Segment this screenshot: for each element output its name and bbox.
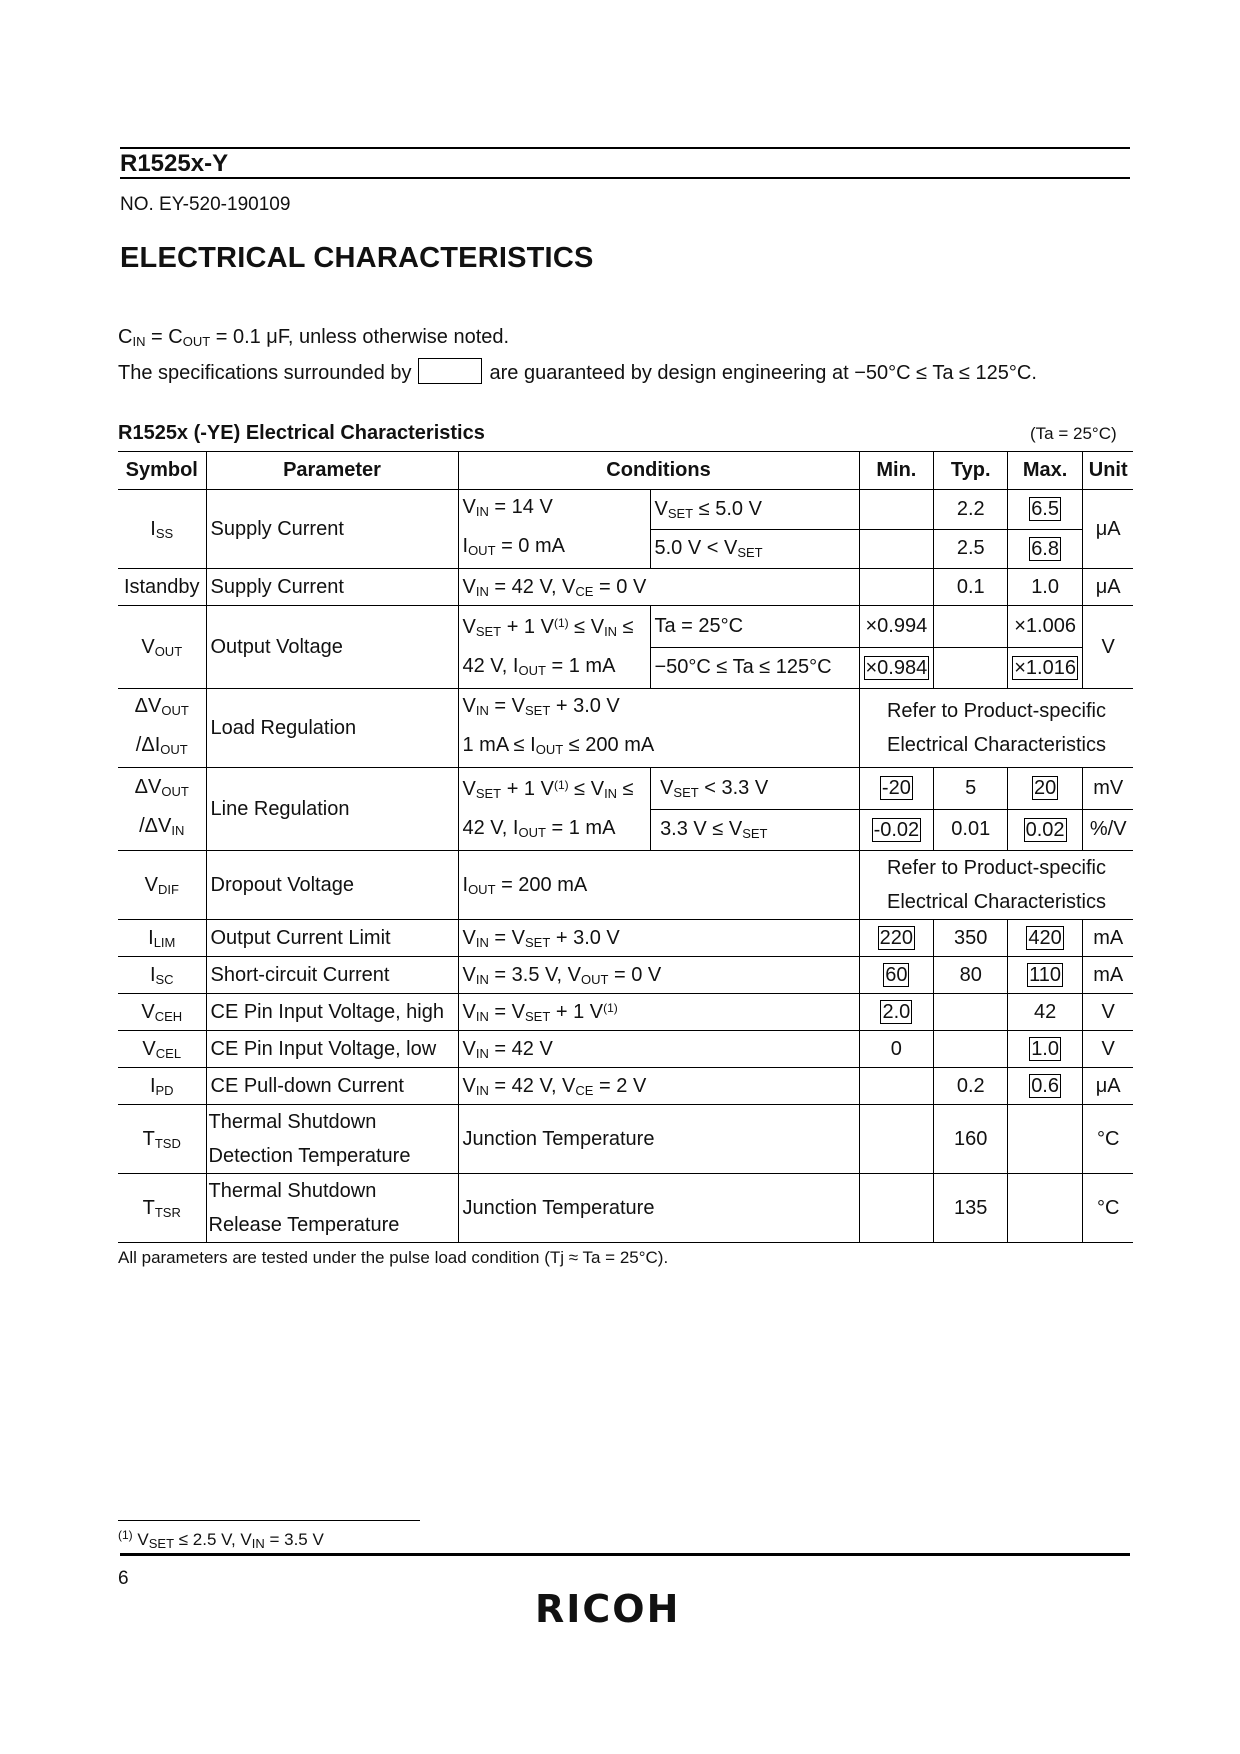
document-title: R1525x-Y — [120, 150, 229, 177]
symbol-ttsr: $T_{TSR}$ — [118, 1174, 206, 1243]
cond-vcel: $V_{IN} = 42$ V — [458, 1031, 859, 1068]
cond-vout-2: −50°C ≤ Ta ≤ 125°C — [650, 647, 859, 689]
param-iss: Supply Current — [206, 490, 458, 569]
typ-istandby: 0.1 — [934, 569, 1008, 606]
cond-iss-2: 5.0 $V < V_{SET}$ — [650, 529, 859, 569]
ricoh-logo: RICOH — [535, 1587, 681, 1631]
table-title: R1525x (-YE) Electrical Characteristics — [118, 422, 485, 444]
min-vcel: 0 — [859, 1031, 934, 1068]
header-min: Min. — [859, 452, 934, 490]
symbol-isc: $I_{SC}$ — [118, 957, 206, 994]
unit-ipd: μA — [1082, 1068, 1133, 1105]
symbol-vcel: $V_{CEL}$ — [118, 1031, 206, 1068]
table-row — [118, 490, 1133, 530]
symbol-vdif: $V_{DIF}$ — [118, 851, 206, 920]
max-ttsr — [1008, 1174, 1083, 1243]
param-ipd: CE Pull-down Current — [206, 1068, 458, 1105]
min-vout-1: ×0.994 — [859, 606, 934, 648]
param-load-regulation: Load Regulation — [206, 689, 458, 768]
cond-vout-common: $V_{SET} + 1$ $V^{(1)} \le V_{IN}$ ≤ 42 V, $I_{OUT} = 1$ mA — [458, 606, 650, 689]
cond-line-regulation-1: $V_{SET} < 3.3$ V — [650, 768, 859, 810]
cond-istandby: $V_{IN} = 42$ V, $V_{CE} = 0$ V — [458, 569, 859, 606]
unit-ttsr: °C — [1082, 1174, 1133, 1243]
cond-ilim: $V_{IN} = V_{SET} + 3.0$ V — [458, 920, 859, 957]
min-line-regulation-2: -0.02 — [859, 809, 934, 851]
test-condition-note: All parameters are tested under the pulse load condition (Tj ≈ Ta = 25°C). — [118, 1248, 669, 1267]
param-ttsd: Thermal Shutdown Detection Temperature — [206, 1105, 458, 1174]
symbol-ilim: $I_{LIM}$ — [118, 920, 206, 957]
max-vcel: 1.0 — [1008, 1031, 1083, 1068]
cond-isc: $V_{IN} = 3.5$ V, $V_{OUT} = 0$ V — [458, 957, 859, 994]
unit-vcel: V — [1082, 1031, 1133, 1068]
max-line-regulation-2: 0.02 — [1008, 809, 1083, 851]
max-iss-2: 6.8 — [1008, 529, 1083, 569]
header-top-rule — [120, 147, 1130, 149]
unit-iss: μA — [1082, 490, 1133, 569]
max-vout-2: ×1.016 — [1008, 647, 1083, 689]
table-header-row — [118, 452, 1133, 490]
table-row — [118, 569, 1133, 606]
max-isc: 110 — [1008, 957, 1083, 994]
max-ilim: 420 — [1008, 920, 1083, 957]
max-iss-1: 6.5 — [1008, 490, 1083, 530]
cond-load-regulation: $V_{IN} = V_{SET} + 3.0$ V 1 mA ≤ $I_{OUT} \le 200$ mA — [458, 689, 859, 768]
unit-vout: V — [1082, 606, 1133, 689]
unit-isc: mA — [1082, 957, 1133, 994]
table-row — [118, 1031, 1133, 1068]
param-istandby: Supply Current — [206, 569, 458, 606]
max-line-regulation-1: 20 — [1008, 768, 1083, 810]
unit-ilim: mA — [1082, 920, 1133, 957]
min-iss-1 — [859, 490, 934, 530]
header-unit: Unit — [1082, 452, 1133, 490]
typ-ttsr: 135 — [934, 1174, 1008, 1243]
max-istandby: 1.0 — [1008, 569, 1083, 606]
unit-istandby: μA — [1082, 569, 1133, 606]
unit-line-regulation-1: mV — [1082, 768, 1133, 810]
typ-vcel — [934, 1031, 1008, 1068]
param-line-regulation: Line Regulation — [206, 768, 458, 851]
max-ipd: 0.6 — [1008, 1068, 1083, 1105]
min-ipd — [859, 1068, 934, 1105]
section-title: ELECTRICAL CHARACTERISTICS — [120, 242, 594, 274]
header-typ: Typ. — [934, 452, 1008, 490]
ref-load-regulation: Refer to Product-specific Electrical Characteristics — [859, 689, 1133, 768]
table-temperature-condition: (Ta = 25°C) — [1030, 424, 1117, 443]
ref-vdif: Refer to Product-specific Electrical Characteristics — [859, 851, 1133, 920]
table-row — [118, 1068, 1133, 1105]
document-number: NO. EY-520-190109 — [120, 194, 291, 215]
symbol-ipd: $I_{PD}$ — [118, 1068, 206, 1105]
guarantee-box-legend — [418, 358, 482, 384]
table-row — [118, 994, 1133, 1031]
table-row — [118, 957, 1133, 994]
typ-iss-1: 2.2 — [934, 490, 1008, 530]
cond-line-regulation-2: 3.3 $V \le V_{SET}$ — [650, 809, 859, 851]
typ-line-regulation-1: 5 — [934, 768, 1008, 810]
param-ttsr: Thermal Shutdown Release Temperature — [206, 1174, 458, 1243]
footer-rule — [120, 1553, 1130, 1556]
footnote-rule — [118, 1520, 420, 1521]
symbol-vceh: $V_{CEH}$ — [118, 994, 206, 1031]
electrical-characteristics-table — [118, 451, 1133, 1243]
min-ttsd — [859, 1105, 934, 1174]
min-vceh: 2.0 — [859, 994, 934, 1031]
max-vceh: 42 — [1008, 994, 1083, 1031]
intro-guarantee-line: The specifications surrounded by are guaranteed by design engineering at −50°C ≤ Ta ≤ 125°C. — [118, 358, 1037, 385]
symbol-vout: $V_{OUT}$ — [118, 606, 206, 689]
min-istandby — [859, 569, 934, 606]
param-ilim: Output Current Limit — [206, 920, 458, 957]
typ-iss-2: 2.5 — [934, 529, 1008, 569]
param-vcel: CE Pin Input Voltage, low — [206, 1031, 458, 1068]
cond-vceh: $V_{IN} = V_{SET} + 1$ $V^{(1)}$ — [458, 994, 859, 1031]
cond-ttsr: Junction Temperature — [458, 1174, 859, 1243]
symbol-istandby: Istandby — [118, 569, 206, 606]
header-symbol: Symbol — [118, 452, 206, 490]
cond-line-regulation-common: $V_{SET} + 1$ $V^{(1)} \le V_{IN}$ ≤ 42 V, $I_{OUT} = 1$ mA — [458, 768, 650, 851]
max-ttsd — [1008, 1105, 1083, 1174]
typ-ilim: 350 — [934, 920, 1008, 957]
cond-iss-common: $V_{IN} = 14$ V $I_{OUT} = 0$ mA — [458, 490, 650, 569]
typ-vout-1 — [934, 606, 1008, 648]
max-vout-1: ×1.006 — [1008, 606, 1083, 648]
typ-vout-2 — [934, 647, 1008, 689]
typ-isc: 80 — [934, 957, 1008, 994]
typ-ttsd: 160 — [934, 1105, 1008, 1174]
param-isc: Short-circuit Current — [206, 957, 458, 994]
symbol-load-regulation: $\Delta V_{OUT}$ $/\Delta I_{OUT}$ — [118, 689, 206, 768]
intro-capacitance-line: $C_{IN} = C_{OUT} = 0.1$ μF, unless otherwise noted. — [118, 326, 510, 349]
param-vout: Output Voltage — [206, 606, 458, 689]
symbol-line-regulation: $\Delta V_{OUT}$ $/\Delta V_{IN}$ — [118, 768, 206, 851]
header-parameter: Parameter — [206, 452, 458, 490]
unit-line-regulation-2: %/V — [1082, 809, 1133, 851]
cond-ttsd: Junction Temperature — [458, 1105, 859, 1174]
min-line-regulation-1: -20 — [859, 768, 934, 810]
footnote: $^{(1)}$ $V_{SET} \le 2.5$ V, $V_{IN} = 3.5$ V — [118, 1528, 324, 1551]
min-vout-2: ×0.984 — [859, 647, 934, 689]
min-isc: 60 — [859, 957, 934, 994]
header-max: Max. — [1008, 452, 1083, 490]
cond-vdif: $I_{OUT} = 200$ mA — [458, 851, 859, 920]
typ-vceh — [934, 994, 1008, 1031]
header-conditions: Conditions — [458, 452, 859, 490]
symbol-ttsd: $T_{TSD}$ — [118, 1105, 206, 1174]
cond-ipd: $V_{IN} = 42$ V, $V_{CE} = 2$ V — [458, 1068, 859, 1105]
page-number: 6 — [118, 1568, 129, 1589]
table-row — [118, 920, 1133, 957]
min-ttsr — [859, 1174, 934, 1243]
table-row — [118, 768, 1133, 810]
cond-iss-1: $V_{SET} \le 5.0$ V — [650, 490, 859, 530]
cond-vout-1: Ta = 25°C — [650, 606, 859, 648]
typ-ipd: 0.2 — [934, 1068, 1008, 1105]
header-bottom-rule — [120, 177, 1130, 179]
typ-line-regulation-2: 0.01 — [934, 809, 1008, 851]
symbol-iss: $I_{SS}$ — [118, 490, 206, 569]
unit-ttsd: °C — [1082, 1105, 1133, 1174]
param-vdif: Dropout Voltage — [206, 851, 458, 920]
param-vceh: CE Pin Input Voltage, high — [206, 994, 458, 1031]
min-iss-2 — [859, 529, 934, 569]
min-ilim: 220 — [859, 920, 934, 957]
unit-vceh: V — [1082, 994, 1133, 1031]
table-row — [118, 606, 1133, 648]
